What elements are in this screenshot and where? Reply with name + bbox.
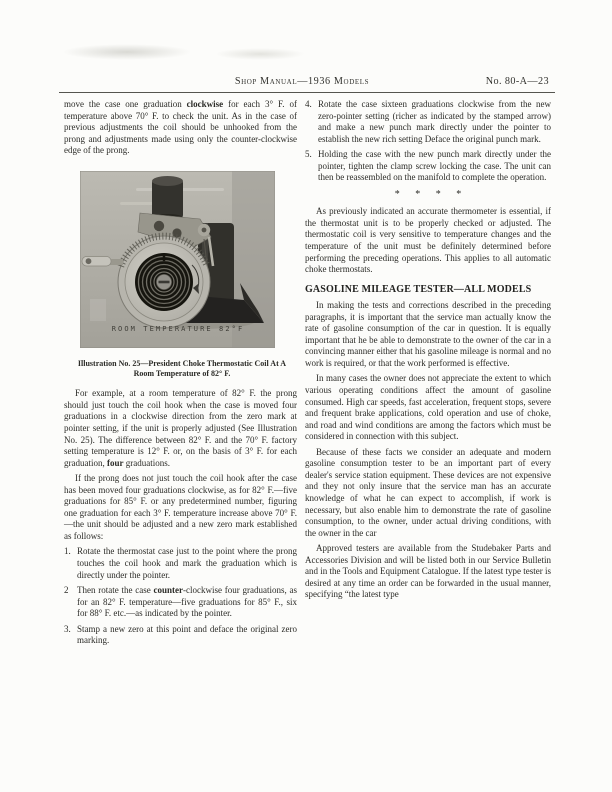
- text-run: Stamp a new zero at this point and deface the original zero marking.: [77, 623, 297, 646]
- figure-caption-line2: Room Temperature of 82° F.: [133, 368, 231, 378]
- text-run: for each 3° F. of temperature above 70° F. to check the unit. As in the case of previous adjustments the coil should be unhooked from the prong and adjustments made using only the counter-clockwise edge of the prong.: [64, 99, 297, 156]
- right-column-body: [305, 99, 551, 601]
- list-item-text: [77, 546, 297, 581]
- numbered-list-item: [64, 585, 297, 620]
- header-rule: [59, 92, 555, 93]
- list-item-number: 5.: [305, 149, 312, 160]
- photo-annotation-label: ROOM TEMPERATURE 82°F: [111, 324, 245, 333]
- list-item-number: 3.: [64, 623, 71, 634]
- text-run: move the case one graduation: [64, 99, 187, 109]
- header-page-number: No. 80-A—23: [485, 76, 549, 87]
- left-column: [64, 99, 297, 651]
- paragraph: [305, 206, 551, 275]
- scan-noise: [62, 44, 192, 60]
- text-run: graduations.: [123, 457, 170, 468]
- text-run: Rotate the thermostat case just to the point where the prong touches the coil hook and mark the graduation which is directly under the pointer.: [77, 546, 297, 580]
- figure-caption: [66, 359, 298, 379]
- emphasized-text: counter: [153, 585, 183, 596]
- scan-noise: [215, 48, 305, 60]
- emphasized-text: clockwise: [186, 99, 224, 109]
- asterisk-separator: * * * *: [394, 188, 462, 200]
- list-item-text: [318, 99, 551, 145]
- running-header: [0, 76, 612, 90]
- list-item-number: 2: [64, 585, 69, 596]
- list-item-text: [318, 149, 551, 184]
- text-run: In many cases the owner does not appreciate the extent to which various operating conditions affect the amount of gasoline consumed. High car speeds, fast acceleration, frequent stops, severe and frequent brake applications, cold operation and use of choke, and road and wind conditions are among the factors which must be considered in connection with this subject.: [305, 373, 551, 442]
- figure-caption-line1: Illustration No. 25—President Choke Thermostatic Coil At A: [77, 358, 287, 368]
- text-run: -clockwise four graduations, as for an 82° F. temperature—five graduations for 85° F., six for 88° F. etc.—as indicated by the pointer.: [77, 585, 297, 619]
- text-run: Holding the case with the new punch mark directly under the pointer, tighten the clamp screw locking the case. The unit can then be reassembled on the manifold to complete the operation.: [318, 149, 551, 183]
- paragraph: [64, 99, 297, 157]
- text-run: Because of these facts we consider an adequate and modern gasoline consumption tester to be an important part of every dealer's service station equipment. These devices are not expensive and they not only insure that the service man has an accurate knowledge of what he can expect to accomplish, if work is necessary, but also enable him to demonstrate the rate of gasoline consumption, to the owner, under actual driving conditions, with the owner in the car: [305, 446, 551, 538]
- right-column: [305, 99, 551, 605]
- paragraph: [305, 373, 551, 442]
- text-run: For example, at a room temperature of 82° F. the prong should just touch the coil hook when the case is moved four graduations in a clockwise direction from the zero mark at pointer setting, if the unit is properly adjusted (See Illustration No. 25). The difference between 82° F. and the 70° F. factory setting temperature is 12° F. or, on the basis of 3° F. for each graduation,: [64, 388, 297, 468]
- paragraph: [305, 447, 551, 539]
- illustration-figure: [77, 171, 287, 379]
- text-run: Rotate the case sixteen graduations clockwise from the new zero-pointer setting (richer as indicated by the stamped arrow) and make a new punch mark directly under the pointer to establish the new rich setting Deface the original punch mark.: [318, 99, 551, 144]
- list-item-text: [77, 624, 297, 647]
- numbered-list-item: [64, 546, 297, 581]
- numbered-list-item: [64, 624, 297, 647]
- left-column-body: [64, 388, 297, 646]
- list-item-text: [77, 585, 297, 620]
- header-title: Shop Manual—1936 Models: [234, 76, 370, 87]
- paragraph: [305, 300, 551, 369]
- section-heading: GASOLINE MILEAGE TESTER—ALL MODELS: [305, 283, 532, 295]
- numbered-list-item: [305, 99, 551, 145]
- paragraph: [305, 543, 551, 601]
- paragraph: [64, 388, 297, 469]
- list-item-number: 1.: [64, 546, 71, 557]
- left-column-intro: [64, 99, 297, 157]
- text-run: If the prong does not just touch the coil hook after the case has been moved four graduations clockwise, as for 82° F.—five graduations for 85° F. or any predetermined number, figuring one graduation for each 3° F. temperature increase above 70° F.—the unit should be adjusted and a new zero mark established as follows:: [64, 473, 297, 541]
- text-run: As previously indicated an accurate thermometer is essential, if the thermostat unit is to be properly checked or adjusted. The thermostatic coil is very sensitive to temperature changes and the temperature of the unit must be definitely determined before performing the preceding operations. This applies to all automatic choke thermostats.: [305, 206, 551, 275]
- paragraph: [64, 473, 297, 542]
- text-run: Approved testers are available from the Studebaker Parts and Accessories Division and will be listed both in our Service Bulletin and in the Tools and Equipment Catalogue. If the latest type tester is desired at any time an order can be forwarded in the usual manner, specifying “the latest type: [305, 543, 551, 600]
- list-item-number: 4.: [305, 99, 312, 109]
- emphasized-text: four: [107, 457, 124, 468]
- thermostatic-coil-photo: [80, 171, 275, 348]
- text-run: Then rotate the case: [77, 585, 154, 596]
- text-run: In making the tests and corrections described in the preceding paragraphs, it is important that the service man actually know the rate of gasoline consumption of the car in question. It is equally important that he be able to demonstrate to the owner of the car in a convincing manner either that his gasoline mileage is normal and no work is required, or that the work performed is effective.: [305, 300, 551, 368]
- numbered-list-item: [305, 149, 551, 184]
